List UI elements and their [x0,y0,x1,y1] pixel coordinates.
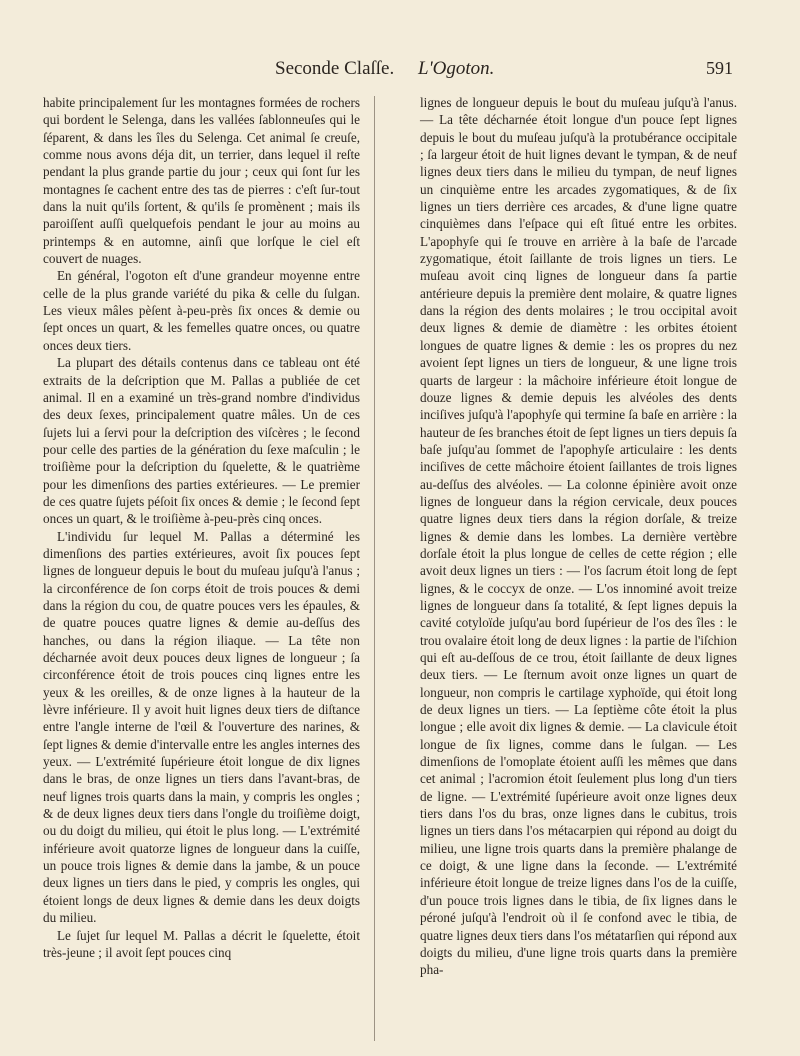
paragraph: En général, l'ogoton eſt d'une grandeur moyenne entre celle de la plus grande variété du pika & celle du ſulgan. Les vieux mâles pèſent à-peu-près ſix onces & demie ou ſept onces un quart, & les femelles quatre onces, ou quatre onces deux tiers. [43,268,360,353]
running-title: Seconde Claſſe. [275,58,395,79]
paragraph: habite principalement ſur les montagnes formées de rochers qui bordent le Selenga, dans les vallées ſablonneuſes qui le ſéparent, & dans les îles du Selenga. Cet animal ſe creuſe, comme nous avons déja dit, un terrier, dans lequel il reſte pendant la plus grande partie du jour ; ceux qui ſont ſur les montagnes ſe cachent entre des tas de pierres : c'eſt ſur-tout dans la nuit qu'ils ſortent, & qu'ils ſe promènent ; mais ils paroiſſent auſſi quelquefois pendant le jour au moins au printemps & en automne, ainſi que lorſque le ciel eſt couvert de nuages. [43,95,360,267]
paragraph: lignes de longueur depuis le bout du muſeau juſqu'à l'anus. — La tête décharnée étoit longue d'un pouce ſept lignes depuis le bout du muſeau juſqu'à la protubérance occipitale ; ſa largeur étoit de huit lignes devant le tympan, & de neuf lignes deux tiers dans le milieu du tympan, de neuf lignes un cinquième entre les arcades zygomatiques, & de ſix lignes un tiers derrière ces arcades, & d'une ligne quatre cinquièmes dans l'eſpace qui eſt ſitué entre les orbites. L'apophyſe qui ſe trouve en arrière à la baſe de l'arcade zygomatique, étoit ſaillante de trois lignes un tiers. Le muſeau avoit cinq lignes de longueur dans ſa partie antérieure depuis la première dent molaire, & quatre lignes dans la région des dents molaires ; le trou occipital avoit deux lignes & demie de diamètre : les orbites étoient longues de quatre lignes & demie : les os propres du nez avoient ſept lignes un tiers de longueur, & une ligne trois quarts de largeur : la mâchoire inférieure étoit longue de douze lignes & demie depuis les alvéoles des dents inciſives juſqu'à l'apophyſe qui termine ſa baſe en arrière : la hauteur de ſes branches étoit de ſept lignes un tiers depuis ſa baſe juſqu'au ſommet de l'apophyſe articulaire : les dents inciſives de cette mâchoire étoient ſaillantes de trois lignes au-deſſus des alvéoles. — La colonne épinière avoit onze lignes de longueur dans la région cervicale, deux pouces quatre lignes deux tiers dans la région dorſale, & treize lignes & demie dans les lombes. La dernière vertèbre dorſale étoit la plus longue de celles de cette région ; elle avoit deux lignes un tiers : — l'os ſacrum étoit long de ſept lignes, & le coccyx de onze. — L'os innominé avoit treize lignes de longueur dans ſa totalité, & ſept lignes depuis la cavité cotyloïde juſqu'au bord ſupérieur de l'os des îles : le trou ovalaire étoit long de deux lignes : la partie de l'iſchion qui eſt au-deſſous de ce trou, étoit ſaillante de deux lignes deux tiers. — Le ſternum avoit onze lignes un quart de longueur, non compris le cartilage xyphoïde, qui étoit long de deux lignes un tiers. — La ſeptième côte étoit la plus longue ; elle avoit dix lignes & demie. — La clavicule étoit longue de ſix lignes, comme dans le ſulgan. — Les dimenſions de l'omoplate étoient auſſi les mêmes que dans cet animal ; l'acromion étoit ſeulement plus long d'un tiers de ligne. — L'extrémité ſupérieure avoit onze lignes deux tiers dans l'os du bras, onze lignes dans le cubitus, trois lignes un tiers dans l'os métacarpien qui répond au doigt du milieu, une ligne trois quarts dans la première phalange de ce doigt, & une ligne dans la ſeconde. — L'extrémité inférieure étoit longue de treize lignes dans l'os de la cuiſſe, d'un pouce trois lignes dans le tibia, de ſix lignes dans le péroné juſqu'à l'endroit où il ſe confond avec le tibia, de quatre lignes deux tiers dans l'os métatarſien qui répond aux doigts du milieu, d'une ligne trois quarts dans la première pha- [420,95,737,978]
paragraph: L'individu ſur lequel M. Pallas a déterminé les dimenſions des parties extérieures, avoit ſix pouces ſept lignes de longueur depuis le bout du muſeau juſqu'à l'anus ; la circonférence de ſon corps étoit de trois pouces & demi dans la région du cou, de quatre pouces vers les épaules, & de quatre pouces quatre lignes & demie au-deſſus des hanches, ou dans la région iliaque. — La tête non décharnée avoit deux pouces deux lignes de longueur ; ſa circonférence étoit de trois pouces cinq lignes entre les yeux & les oreilles, & de onze lignes à la hauteur de la lèvre inférieure. Il y avoit huit lignes deux tiers de diſtance entre l'angle interne de l'œil & l'ouverture des narines, & ſept lignes & demie d'intervalle entre les angles internes des yeux. — L'extrémité ſupérieure étoit longue de dix lignes dans le bras, de onze lignes un tiers dans l'avant-bras, de neuf lignes trois quarts dans la main, y compris les ongles ; & de deux lignes deux tiers dans l'ongle du troiſième doigt, ou du doigt du milieu, qui étoit le plus long. — L'extrémité inférieure avoit quatorze lignes de longueur dans la cuiſſe, un pouce trois lignes & demie dans la jambe, & un pouce deux lignes un tiers dans le pied, y compris les ongles, qui étoient longs de deux lignes & demie dans les deux doigts du milieu. [43,528,360,926]
section-title: L'Ogoton. [418,58,495,79]
left-column [43,94,360,961]
page-header [0,58,800,88]
right-column [420,94,737,979]
paragraph: Le ſujet ſur lequel M. Pallas a décrit le ſquelette, étoit très-jeune ; il avoit ſept pouces cinq [43,927,360,960]
column-divider [374,96,375,1041]
paragraph: La plupart des détails contenus dans ce tableau ont été extraits de la deſcription que M. Pallas a publiée de cet animal. Il en a examiné un très-grand nombre d'individus des deux ſexes, principalement quatre mâles. Un de ces ſujets lui a ſervi pour la deſcription des viſcères ; le ſecond pour celle des parties de la génération du ſexe maſculin ; le troiſième pour la deſcription du ſquelette, & le quatrième pour les dimenſions des parties extérieures. — Le premier de ces quatre ſujets péſoit ſix onces & demie ; le ſecond ſept onces un quart, & le troiſième à-peu-près cinq onces. [43,355,360,527]
page-number: 591 [706,58,733,78]
